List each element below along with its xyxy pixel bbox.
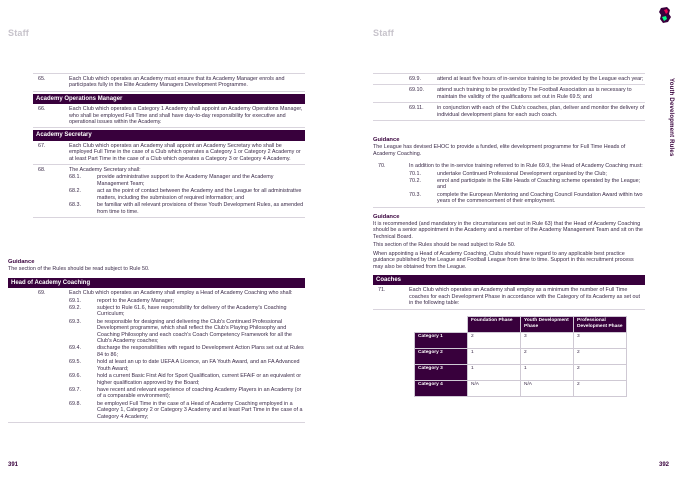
sub-rule-69-9 bbox=[373, 74, 645, 85]
table-cell: 2 bbox=[574, 364, 627, 380]
sub-rule-text: in conjunction with each of the Club's coaches, plan, deliver and monitor the delivery of individual development plans for each such coach. bbox=[437, 105, 645, 118]
row-label: Category 2 bbox=[415, 348, 468, 364]
guidance-title: Guidance bbox=[373, 137, 400, 143]
sub-rule-text: act as the point of contact between the Academy and the League for all administrative matters, including the submission of required information; and bbox=[97, 188, 302, 201]
coaches-table bbox=[414, 316, 627, 397]
table-corner bbox=[415, 316, 468, 332]
rule-number: 70. bbox=[378, 163, 386, 170]
row-label: Category 3 bbox=[415, 364, 468, 380]
section-heading: Coaches bbox=[373, 275, 645, 285]
sub-rule-number: 69.4. bbox=[69, 345, 81, 352]
sub-rule-text: enrol and participate in the Elite Heads of Coaching scheme operated by the League; and bbox=[437, 178, 641, 191]
sub-rule-text: subject to Rule 61.6, have responsibility for delivery of the Academy's Coaching Curriculum; bbox=[97, 305, 287, 318]
table-cell: 2 bbox=[574, 380, 627, 396]
sub-rule-text: discharge the responsibilities with regard to Development Action Plans set out at Rules 84 to 86; bbox=[97, 345, 304, 358]
sub-rule-number: 69.3. bbox=[69, 318, 81, 325]
sub-rule bbox=[69, 401, 305, 420]
rule-71 bbox=[373, 285, 645, 309]
table-header: Youth Development Phase bbox=[521, 316, 574, 332]
row-label: Category 1 bbox=[415, 332, 468, 348]
sub-rule-text: provide administrative support to the Academy Manager and the Academy Management Team; bbox=[97, 174, 274, 187]
rule-text: Each Club which operates an Academy shall employ a Head of Academy Coaching who shall: bbox=[69, 290, 293, 297]
sub-rule bbox=[69, 298, 305, 304]
sub-rule-number: 69.7. bbox=[69, 386, 81, 393]
rule-68 bbox=[33, 165, 305, 218]
rule-69 bbox=[8, 288, 305, 423]
sub-rule-text: complete the European Mentoring and Coaching Council Foundation Award within two years of the commencement of their employment. bbox=[437, 191, 643, 205]
sub-rule-69-10 bbox=[373, 85, 645, 103]
sub-rule-text: be responsible for designing and delivering the Club's Continued Professional Development programme, which shall reflect the Club's Playing Philosophy and Coaching Philosophy and each coach's Coach Competency Framework for all the Club's Academy coaches; bbox=[97, 318, 292, 345]
sub-rule-number: 69.9. bbox=[409, 76, 421, 82]
table-header: Foundation Phase bbox=[468, 316, 521, 332]
sub-rule-number: 69.1. bbox=[69, 297, 81, 304]
table-cell: 2 bbox=[468, 332, 521, 348]
table-row bbox=[415, 364, 627, 380]
running-head: Staff bbox=[373, 28, 394, 38]
guidance-title: Guidance bbox=[8, 259, 35, 265]
sub-rule-number: 70.1. bbox=[409, 170, 421, 177]
sub-rule bbox=[69, 319, 305, 345]
sub-rule bbox=[69, 202, 305, 215]
left-lower bbox=[8, 259, 305, 423]
page-number: 391 bbox=[8, 462, 19, 468]
sub-rule-number: 69.10. bbox=[409, 87, 424, 94]
rule-number: 68. bbox=[38, 167, 46, 174]
sub-rule-text: attend such training to be provided by The Football Association as is necessary to maintain the validity of the qualifications set out in Rule 69.5; and bbox=[437, 87, 632, 100]
right-page bbox=[340, 0, 680, 483]
table-row bbox=[415, 332, 627, 348]
sub-rule-text: undertake Continued Professional Development organised by the Club; bbox=[437, 170, 607, 177]
sub-rule-number: 69.6. bbox=[69, 373, 81, 380]
sub-rule bbox=[69, 373, 305, 386]
rule-text: Each Club which operates an Academy shall employ as a minimum the number of Full Time coaches for each Development Phase in accordance with the Category of its Academy as set out in the following table: bbox=[409, 287, 641, 307]
rule-number: 66. bbox=[38, 106, 46, 113]
sub-rule-number: 68.1. bbox=[69, 174, 81, 181]
table-cell: N/A bbox=[521, 380, 574, 396]
rule-text: The Academy Secretary shall: bbox=[69, 167, 141, 174]
league-lion-logo-icon bbox=[658, 6, 672, 24]
guidance-title: Guidance bbox=[373, 213, 400, 220]
sub-rule-text: be familiar with all relevant provisions of these Youth Development Rules, as amended from time to time. bbox=[97, 202, 304, 215]
sub-rule-69-11 bbox=[373, 103, 645, 121]
table-cell: 3 bbox=[521, 332, 574, 348]
sub-rule-text: attend at least five hours of in-service training to be provided by the League each year; bbox=[437, 76, 644, 82]
sub-rule-number: 70.2. bbox=[409, 178, 421, 185]
table-row bbox=[415, 380, 627, 396]
rule-text: In addition to the in-service training referred to in Rule 69.9, the Head of Academy Coaching must: bbox=[409, 163, 643, 170]
sub-rule bbox=[69, 188, 305, 201]
sub-rule-text: be employed Full Time in the case of a Head of Academy Coaching employed in a Category 1, Category 2 or Category 3 Academy and at least Part Time in the case of a Category 4 Academy; bbox=[97, 400, 303, 420]
section-heading: Academy Secretary bbox=[33, 130, 305, 140]
table-cell: N/A bbox=[468, 380, 521, 396]
sub-rule-text: hold at least an up to date UEFA A Licence, an FA Youth Award, and an FA Advanced Youth Award; bbox=[97, 359, 300, 372]
rule-text: Each Club which operates an Academy must ensure that its Academy Manager enrols and participates fully in the Elite Academy Managers Development Programme. bbox=[69, 76, 285, 89]
rule-number: 67. bbox=[38, 142, 46, 149]
rule-70 bbox=[373, 161, 645, 207]
table-cell: 2 bbox=[521, 348, 574, 364]
section-heading: Academy Operations Manager bbox=[33, 94, 305, 104]
sub-rule bbox=[409, 171, 645, 177]
sub-rule bbox=[69, 387, 305, 400]
side-tab: Youth Development Rules bbox=[668, 78, 674, 157]
section-heading: Head of Academy Coaching bbox=[8, 278, 305, 288]
rule-65 bbox=[33, 74, 305, 92]
sub-rule-text: have recent and relevant experience of coaching Academy Players in an Academy (or of a comparable environment); bbox=[97, 386, 302, 400]
sub-rule bbox=[69, 305, 305, 318]
sub-rule-number: 69.11. bbox=[409, 105, 424, 112]
sub-rule-text: report to the Academy Manager; bbox=[97, 297, 175, 304]
sub-rule bbox=[409, 178, 645, 191]
sub-rule-number: 69.8. bbox=[69, 400, 81, 407]
sub-rule bbox=[409, 192, 645, 205]
sub-rule-number: 69.5. bbox=[69, 359, 81, 366]
guidance-text: When appointing a Head of Academy Coaching, Clubs should have regard to any applicable best practice guidance published by the League and Football League from time to time. Support in this recruitment process may also be obtained from the League. bbox=[373, 250, 634, 270]
table-header: Professional Development Phase bbox=[574, 316, 627, 332]
right-column bbox=[373, 73, 645, 121]
running-head: Staff bbox=[8, 28, 29, 38]
rule-text: Each Club which operates an Academy shall appoint an Academy Secretary who shall be employed Full Time in the case of a Club which operates a Category 1 or Category 2 Academy or at least Part Time in the case of a Club which operates a Category 3 or Category 4 Academy. bbox=[69, 142, 301, 162]
guidance-text: It is recommended (and mandatory in the circumstances set out in Rule 63) that the Head of Academy Coaching should be a senior appointment in the Academy and a member of the Academy Management Team and sit on the Technical Board. bbox=[373, 221, 643, 240]
guidance-text: This section of the Rules should be read subject to Rule 50. bbox=[373, 242, 516, 249]
rule-number: 65. bbox=[38, 76, 46, 82]
sub-rule-number: 68.2. bbox=[69, 188, 81, 195]
table-cell: 2 bbox=[574, 348, 627, 364]
guidance-text: The League has devised EHOC to provide a funded, elite development programme for Full Time Heads of Academy Coaching. bbox=[373, 144, 626, 157]
table-cell: 3 bbox=[574, 332, 627, 348]
page-number: 392 bbox=[658, 462, 669, 468]
table-cell: 1 bbox=[521, 364, 574, 380]
sub-rule bbox=[69, 345, 305, 358]
sub-rule bbox=[69, 359, 305, 372]
right-lower bbox=[373, 137, 645, 397]
sub-rule-number: 69.2. bbox=[69, 305, 81, 312]
rule-number: 71. bbox=[378, 287, 386, 294]
sub-rule-number: 68.3. bbox=[69, 202, 81, 209]
rule-67 bbox=[33, 141, 305, 165]
table-cell: 1 bbox=[468, 348, 521, 364]
table-header-row bbox=[415, 316, 627, 332]
sub-rule-number: 70.3. bbox=[409, 191, 421, 198]
rule-66 bbox=[33, 104, 305, 128]
table-cell: 1 bbox=[468, 364, 521, 380]
sub-rule bbox=[69, 174, 305, 187]
sub-rule-text: hold a current Basic First Aid for Sport Qualification, current EFAiF or an equivalent or higher qualification approved by the Board; bbox=[97, 373, 302, 386]
rule-text: Each Club which operates a Category 1 Academy shall appoint an Academy Operations Manager, who shall be employed Full Time and shall have day-to-day responsibility for executive and operational issues within the Academy. bbox=[69, 106, 303, 126]
rule-number: 69. bbox=[38, 290, 46, 297]
guidance-text: The section of the Rules should be read subject to Rule 50. bbox=[8, 266, 150, 273]
row-label: Category 4 bbox=[415, 380, 468, 396]
table-row bbox=[415, 348, 627, 364]
left-column bbox=[33, 73, 305, 218]
